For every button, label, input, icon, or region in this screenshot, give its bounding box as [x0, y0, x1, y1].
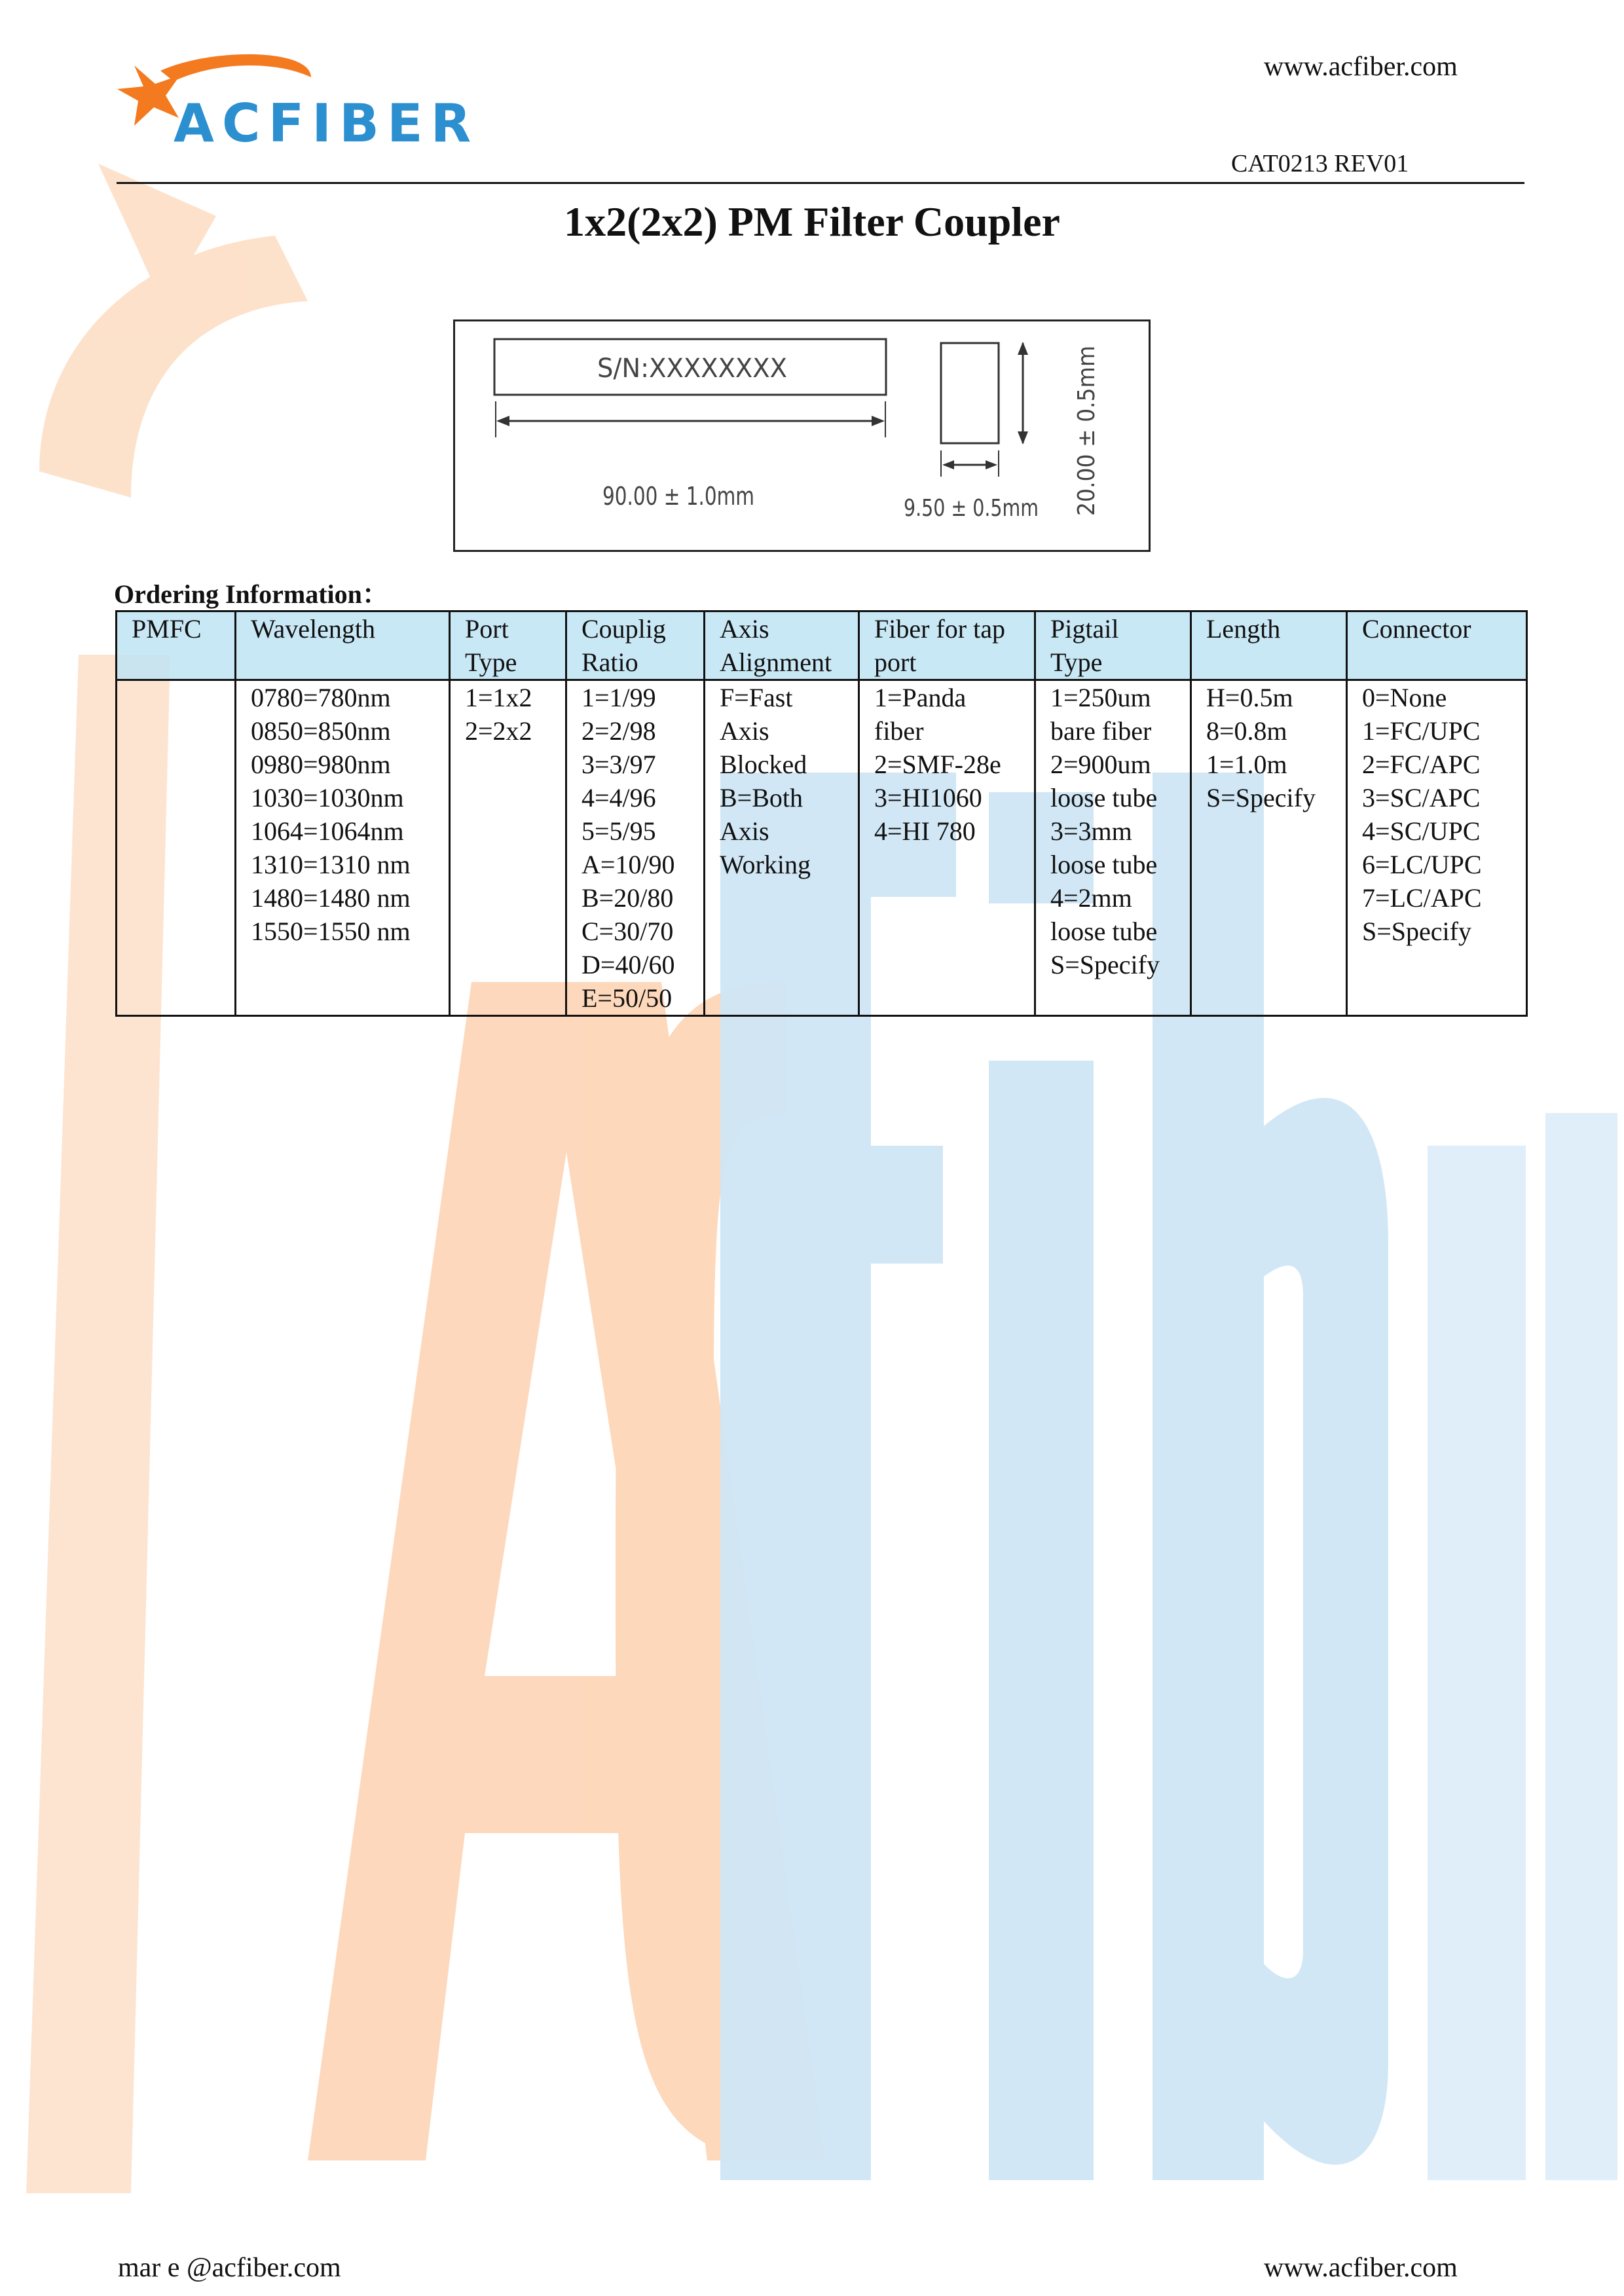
- list-item: S=Specify: [1362, 917, 1471, 946]
- list-item: 1=1/99: [581, 683, 656, 712]
- cell-pigtail-type-options: [1035, 680, 1191, 1016]
- list-item: F=Fast: [720, 683, 793, 712]
- catalog-code: CAT0213 REV01: [1231, 150, 1409, 177]
- list-item: 4=HI 780: [874, 816, 976, 846]
- cell-coupling-ratio-options: [566, 680, 705, 1016]
- list-item: 1030=1030nm: [251, 783, 404, 812]
- list-item: 1=1.0m: [1206, 750, 1287, 779]
- length-dimension-label: 90.00 ± 1.0mm: [602, 482, 754, 511]
- list-item: 3=HI1060: [874, 783, 982, 812]
- list-item: 2=2x2: [465, 716, 532, 746]
- list-item: D=40/60: [581, 950, 675, 979]
- height-dimension-label: 20.00 ± 0.5mm: [1073, 349, 1100, 516]
- table-body-row: [117, 680, 1527, 1016]
- list-item: 4=4/96: [581, 783, 656, 812]
- list-item: loose tube: [1050, 783, 1158, 812]
- cell-connector-options: [1347, 680, 1527, 1016]
- footer-email: mar e @acfiber.com: [118, 2253, 341, 2283]
- list-item: Axis: [720, 816, 769, 846]
- list-item: 4=2mm: [1050, 883, 1132, 913]
- list-item: 6=LC/UPC: [1362, 850, 1482, 879]
- cell-pmfc: [117, 680, 236, 1016]
- list-item: 4=SC/UPC: [1362, 816, 1481, 846]
- list-item: 0780=780nm: [251, 683, 391, 712]
- device-side-view: [941, 343, 999, 443]
- list-item: 0850=850nm: [251, 716, 391, 746]
- header-fiber-for-tap-port: Fiber for tap port: [859, 611, 1035, 680]
- list-item: 1480=1480 nm: [251, 883, 411, 913]
- list-item: fiber: [874, 716, 924, 746]
- cell-port-type-options: [450, 680, 566, 1016]
- page-title: 1x2(2x2) PM Filter Coupler: [564, 198, 1060, 245]
- header-connector: Connector: [1347, 611, 1527, 680]
- list-item: Working: [720, 850, 811, 879]
- cell-length-options: [1191, 680, 1347, 1016]
- dimension-diagram: [453, 319, 1151, 552]
- header-length: Length: [1191, 611, 1347, 680]
- list-item: 1=1x2: [465, 683, 532, 712]
- list-item: Axis: [720, 716, 769, 746]
- header-pmfc: PMFC: [117, 611, 236, 680]
- width-dimension-label: 9.50 ± 0.5mm: [904, 495, 1039, 522]
- list-item: S=Specify: [1050, 950, 1160, 979]
- cell-axis-alignment-options: [705, 680, 859, 1016]
- list-item: C=30/70: [581, 917, 674, 946]
- list-item: loose tube: [1050, 917, 1158, 946]
- list-item: B=20/80: [581, 883, 674, 913]
- list-item: 5=5/95: [581, 816, 656, 846]
- header-divider: [117, 182, 1524, 184]
- header-website: www.acfiber.com: [1264, 52, 1458, 82]
- header-wavelength: Wavelength: [236, 611, 450, 680]
- list-item: 7=LC/APC: [1362, 883, 1482, 913]
- list-item: 2=FC/APC: [1362, 750, 1481, 779]
- list-item: 3=3/97: [581, 750, 656, 779]
- list-item: 1=FC/UPC: [1362, 716, 1481, 746]
- list-item: Blocked: [720, 750, 807, 779]
- list-item: 8=0.8m: [1206, 716, 1287, 746]
- header-pigtail-type: Pigtail Type: [1035, 611, 1191, 680]
- cell-fiber-for-tap-port-options: [859, 680, 1035, 1016]
- list-item: 0=None: [1362, 683, 1447, 712]
- list-item: 0980=980nm: [251, 750, 391, 779]
- ordering-table: [115, 610, 1528, 1017]
- header-coupling-ratio: Couplig Ratio: [566, 611, 705, 680]
- list-item: 1310=1310 nm: [251, 850, 411, 879]
- footer-website: www.acfiber.com: [1264, 2253, 1458, 2283]
- list-item: loose tube: [1050, 850, 1158, 879]
- logo-wordmark: ACFIBER: [174, 93, 479, 154]
- cell-wavelength-options: [236, 680, 450, 1016]
- header-axis-alignment: Axis Alignment: [705, 611, 859, 680]
- list-item: E=50/50: [581, 983, 673, 1013]
- list-item: 1064=1064nm: [251, 816, 404, 846]
- acfiber-logo: [115, 52, 479, 154]
- list-item: bare fiber: [1050, 716, 1152, 746]
- serial-label: S/N:XXXXXXXX: [597, 354, 787, 384]
- list-item: 1550=1550 nm: [251, 917, 411, 946]
- table-header-row: [117, 611, 1527, 680]
- list-item: 1=Panda: [874, 683, 967, 712]
- list-item: H=0.5m: [1206, 683, 1293, 712]
- list-item: A=10/90: [581, 850, 675, 879]
- header-port-type: Port Type: [450, 611, 566, 680]
- list-item: S=Specify: [1206, 783, 1316, 812]
- list-item: 2=2/98: [581, 716, 656, 746]
- list-item: 2=SMF-28e: [874, 750, 1001, 779]
- list-item: B=Both: [720, 783, 803, 812]
- list-item: 2=900um: [1050, 750, 1151, 779]
- ordering-information-heading: Ordering Information：: [114, 579, 388, 609]
- list-item: 3=SC/APC: [1362, 783, 1481, 812]
- list-item: 1=250um: [1050, 683, 1151, 712]
- list-item: 3=3mm: [1050, 816, 1132, 846]
